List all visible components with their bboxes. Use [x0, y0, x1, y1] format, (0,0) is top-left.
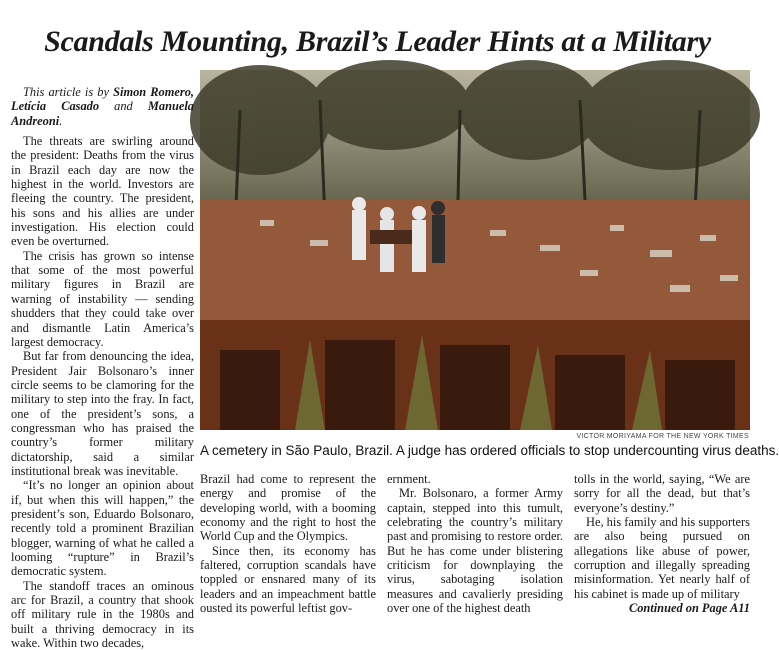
photo-caption: A cemetery in São Paulo, Brazil. A judge has ordered officials to stop undercounting virus deaths.: [200, 443, 779, 458]
byline-joiner: and: [99, 99, 148, 114]
paragraph: ernment.: [387, 472, 431, 486]
paragraph: Since then, its economy has faltered, corruption scandals have toppled or ensnared many of its leaders and an impeachment battle ousted its powerful leftist gov-: [200, 543, 376, 616]
byline-author-3: Manuela Andreoni: [11, 99, 194, 128]
article-column-4: [574, 472, 750, 616]
cemetery-illustration: [200, 70, 750, 430]
byline-suffix: .: [59, 113, 63, 128]
continued-link[interactable]: Continued on Page A11: [628, 601, 750, 616]
paragraph: Brazil had come to represent the energy and promise of the developing world, with a booming economy and the right to host the World Cup and the Olympics.: [200, 472, 376, 544]
paragraph: The standoff traces an ominous arc for Brazil, a country that shook off military rule in the 1980s and built a thriving democracy in its wake. Within two decades,: [11, 578, 194, 650]
paragraph: The crisis has grown so intense that some of the most powerful military figures in Brazil are warning of instability — sending shudders that they could take over and dismantle Latin America’s largest democracy.: [11, 248, 194, 349]
paragraph: But far from denouncing the idea, President Jair Bolsonaro’s inner circle seems to be clamoring for the military to step into the fray. In fact, one of the president’s sons, a congressman who has praised the country’s former military dictatorship, said a similar institutional break was inevitable.: [11, 349, 194, 478]
byline: [11, 85, 194, 128]
byline-author-1: Simon Romero,: [113, 85, 194, 99]
article-column-3: [387, 472, 563, 616]
headline: Scandals Mounting, Brazil’s Leader Hints at a Military: [44, 25, 711, 58]
paragraph: He, his family and his supporters are also being pursued on allegations like abuse of power, corruption and illegally spreading misinformation. Yet nearly half of his cabinet is made up of military: [574, 515, 750, 601]
paragraph: The threats are swirling around the president: Deaths from the virus in Brazil each day are now the highest in the world. Investors are fleeing the country. The president, his sons and his allies are under investigation. His election could even be overturned.: [11, 134, 194, 249]
byline-prefix: This article is by: [23, 85, 114, 99]
paragraph: tolls in the world, saying, “We are sorry for all the dead, but that’s everyone’s destiny.”: [574, 472, 750, 515]
cemetery-photo: [200, 70, 750, 430]
article-column-2: [200, 472, 376, 616]
paragraph: Mr. Bolsonaro, a former Army captain, stepped into this tumult, celebrating the country’s military past and promising to restore order. But he has come under blistering criticism for downplaying the virus, sabotaging isolation measures and cavalierly presiding over one of the highest death: [387, 486, 563, 616]
photo-credit: VICTOR MORIYAMA FOR THE NEW YORK TIMES: [576, 433, 749, 440]
article-column-1: [11, 85, 194, 650]
paragraph: “It’s no longer an opinion about if, but when this will happen,” the president’s son, Eduardo Bolsonaro, recently told a prominent Brazilian blogger, warning of what he called a looming “rupture” in Brazil’s democratic system.: [11, 478, 194, 579]
byline-author-2: Letícia Casado: [11, 99, 100, 114]
